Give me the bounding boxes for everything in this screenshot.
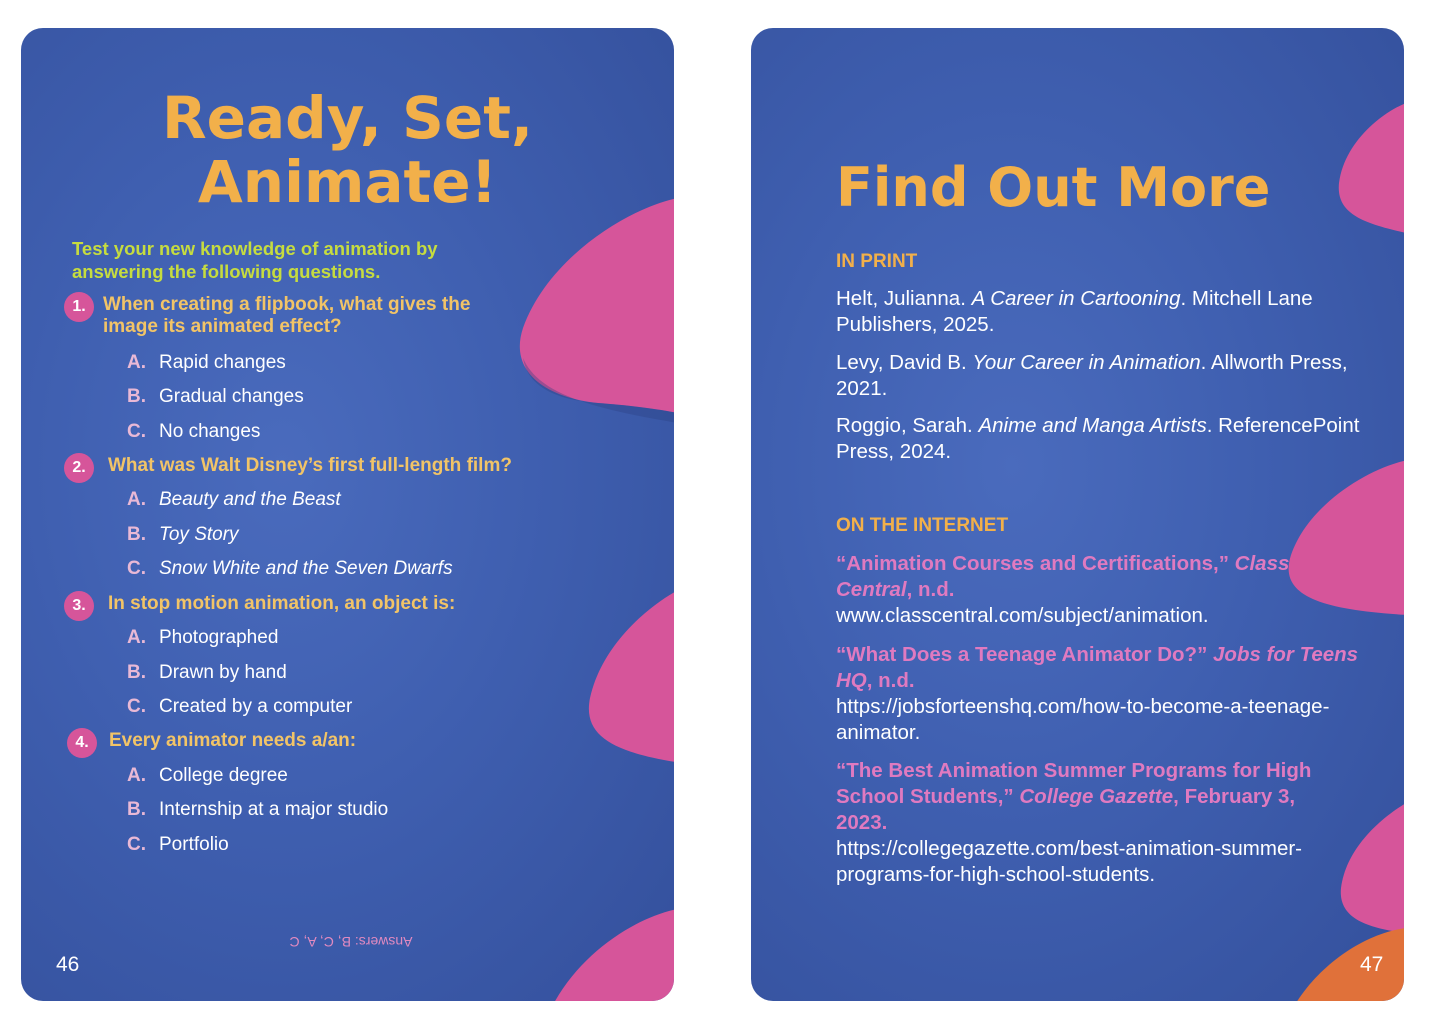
section-heading-internet: ON THE INTERNET [836,515,1009,536]
question-number-badge: 2. [64,453,94,483]
answer-option: B. Toy Story [127,524,239,545]
section-heading-print: IN PRINT [836,251,918,272]
answer-option: A. Beauty and the Beast [127,489,341,510]
question-2 [64,455,544,477]
answer-option: C. Portfolio [127,834,229,855]
question-text: When creating a flipbook, what gives the image its animated effect? [103,294,471,337]
answer-option: C. Snow White and the Seven Dwarfs [127,558,453,579]
answer-option: A. Photographed [127,627,279,648]
page-title: Find Out More [836,156,1271,219]
answer-option: A. College degree [127,765,288,786]
pink-paper-shape [572,588,674,788]
question-1 [64,294,544,338]
pink-paper-shape [1336,103,1404,263]
answer-option: B. Drawn by hand [127,662,287,683]
answer-option: B. Gradual changes [127,386,304,407]
question-number-badge: 3. [64,591,94,621]
upside-down-answers: Answers: B, C, A, C [289,934,413,950]
reference-url[interactable]: https://jobsforteenshq.com/how-to-become-a-teenage-animator. [836,695,1330,744]
pink-paper-shape [1283,460,1404,630]
question-4 [67,730,547,752]
question-3 [64,593,544,615]
pink-paper-shape [1336,803,1404,943]
right-page [751,28,1404,1001]
left-page [21,28,674,1001]
print-reference: Helt, Julianna. A Career in Cartooning. Mitchell Lane Publishers, 2025. [836,287,1313,336]
pink-paper-shape [544,908,674,1001]
page-title: Ready, Set, Animate! [161,84,534,216]
answer-option: C. Created by a computer [127,696,353,717]
answer-option: C. No changes [127,421,261,442]
answer-option: B. Internship at a major studio [127,799,389,820]
page-number: 47 [1360,953,1384,976]
question-text: In stop motion animation, an object is: [108,593,456,614]
page-number: 46 [56,953,80,976]
print-reference: Roggio, Sarah. Anime and Manga Artists. ReferencePoint Press, 2024. [836,414,1360,463]
reference-url[interactable]: https://collegegazette.com/best-animation-summer-programs-for-high-school-students. [836,837,1303,886]
question-number-badge: 4. [67,728,97,758]
question-text: Every animator needs a/an: [109,730,357,751]
web-reference: “What Does a Teenage Animator Do?” Jobs for Teens HQ, n.d. https://jobsforteenshq.com/how-to-become-a-teenage-animator. [836,643,1359,744]
quiz-intro: Test your new knowledge of animation by answering the following questions. [72,238,438,282]
orange-corner-shape [1296,928,1404,1001]
web-reference: “Animation Courses and Certifications,” Class Central, n.d. www.classcentral.com/subject/animation. [836,551,1296,629]
reference-url[interactable]: www.classcentral.com/subject/animation. [836,604,1209,627]
web-reference: “The Best Animation Summer Programs for High School Students,” College Gazette, February 3, 2023. https://collegegazette.com/best-animation-summer-programs-for-high-school-students. [836,758,1336,888]
question-text: What was Walt Disney’s first full-length film? [108,455,512,476]
question-number-badge: 1. [64,292,94,322]
answer-option: A. Rapid changes [127,352,286,373]
print-reference: Levy, David B. Your Career in Animation. Allworth Press, 2021. [836,351,1348,400]
